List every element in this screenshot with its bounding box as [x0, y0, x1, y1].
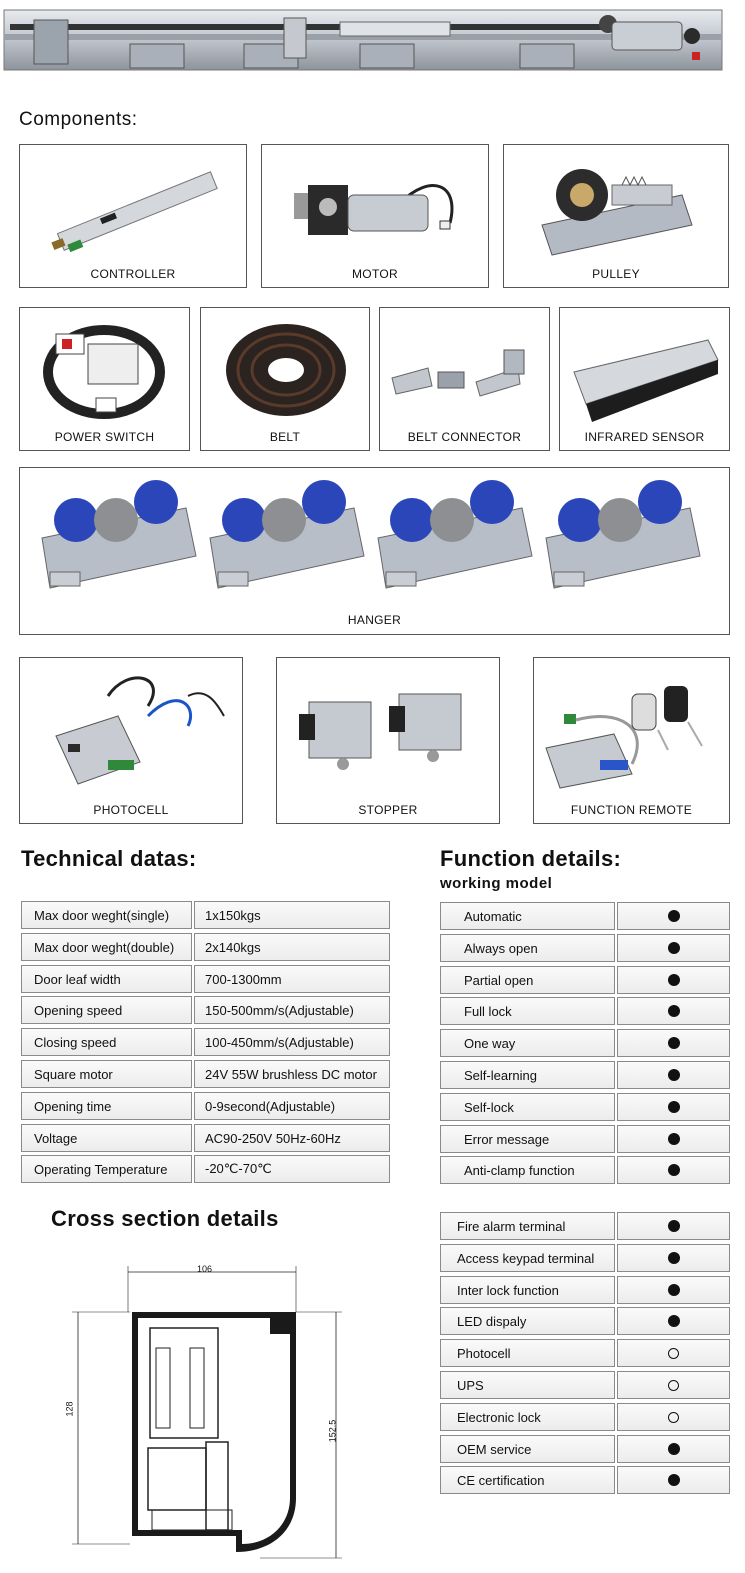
- dim-width-label: 106: [197, 1264, 213, 1274]
- component-card-stopper: [276, 657, 500, 824]
- function-name-cell: Inter lock function: [440, 1276, 615, 1304]
- function-support-cell: [617, 1339, 730, 1367]
- function-support-cell: [617, 1029, 730, 1057]
- stopper-image: [295, 684, 485, 784]
- component-label: CONTROLLER: [90, 267, 176, 281]
- component-card-motor: [261, 144, 489, 288]
- function-support-cell: [617, 1093, 730, 1121]
- function-remote-image: [540, 678, 725, 790]
- function-support-cell: [617, 1125, 730, 1153]
- spec-value-cell: 1x150kgs: [194, 901, 390, 929]
- spec-name-cell: Square motor: [21, 1060, 192, 1088]
- function-name-cell: Always open: [440, 934, 615, 962]
- function-name-cell: Access keypad terminal: [440, 1244, 615, 1272]
- function-support-cell: [617, 997, 730, 1025]
- function-name-cell: Electronic lock: [440, 1403, 615, 1431]
- optional-circle-icon: [668, 1348, 679, 1359]
- component-label: PHOTOCELL: [93, 803, 169, 817]
- spec-name-cell: Closing speed: [21, 1028, 192, 1056]
- component-card-hanger: [19, 467, 730, 635]
- spec-name-cell: Max door weght(single): [21, 901, 192, 929]
- belt-image: [216, 316, 356, 426]
- function-support-cell: [617, 902, 730, 930]
- function-name-cell: Self-learning: [440, 1061, 615, 1089]
- pulley-image: [532, 155, 702, 265]
- spec-value-cell: 700-1300mm: [194, 965, 390, 993]
- spec-value-cell: 0-9second(Adjustable): [194, 1092, 390, 1120]
- function-name-cell: Partial open: [440, 966, 615, 994]
- spec-name-cell: Max door weght(double): [21, 933, 192, 961]
- belt-connector-image: [388, 338, 544, 408]
- spec-name-cell: Opening time: [21, 1092, 192, 1120]
- spec-name-cell: Operating Temperature: [21, 1155, 192, 1183]
- component-label: POWER SWITCH: [54, 430, 155, 444]
- function-name-cell: Photocell: [440, 1339, 615, 1367]
- component-card-infrared-sensor: [559, 307, 730, 451]
- supported-dot-icon: [668, 1315, 680, 1327]
- controller-image: [40, 167, 230, 257]
- component-label: INFRARED SENSOR: [584, 430, 705, 444]
- component-card-belt-connector: [379, 307, 550, 451]
- function-title: Function details:: [440, 846, 622, 871]
- spec-value-cell: 2x140kgs: [194, 933, 390, 961]
- function-support-cell: [617, 1276, 730, 1304]
- component-label: BELT CONNECTOR: [407, 430, 522, 444]
- hanger-image: [36, 478, 716, 603]
- function-support-cell: [617, 1156, 730, 1184]
- function-support-cell: [617, 1061, 730, 1089]
- dim-height-left-label: 128: [64, 1401, 75, 1417]
- component-card-controller: [19, 144, 247, 288]
- spec-value-cell: -20℃-70℃: [194, 1155, 390, 1183]
- function-name-cell: Full lock: [440, 997, 615, 1025]
- function-support-cell: [617, 1371, 730, 1399]
- function-name-cell: One way: [440, 1029, 615, 1057]
- function-name-cell: Anti-clamp function: [440, 1156, 615, 1184]
- technical-title: Technical datas:: [21, 846, 197, 871]
- dim-height-right-label: 152.5: [327, 1419, 338, 1443]
- function-name-cell: UPS: [440, 1371, 615, 1399]
- component-card-function-remote: [533, 657, 730, 824]
- optional-circle-icon: [668, 1412, 679, 1423]
- power-switch-image: [38, 314, 174, 424]
- component-card-power-switch: [19, 307, 190, 451]
- function-name-cell: Self-lock: [440, 1093, 615, 1121]
- function-support-cell: [617, 1244, 730, 1272]
- cross-section-drawing: [60, 1262, 360, 1562]
- supported-dot-icon: [668, 974, 680, 986]
- supported-dot-icon: [668, 1069, 680, 1081]
- supported-dot-icon: [668, 1164, 680, 1176]
- supported-dot-icon: [668, 1252, 680, 1264]
- component-label: BELT: [269, 430, 301, 444]
- component-label: STOPPER: [358, 803, 418, 817]
- function-support-cell: [617, 1435, 730, 1463]
- spec-value-cell: 24V 55W brushless DC motor: [194, 1060, 390, 1088]
- component-label: PULLEY: [592, 267, 640, 281]
- function-name-cell: Fire alarm terminal: [440, 1212, 615, 1240]
- function-support-cell: [617, 966, 730, 994]
- spec-value-cell: AC90-250V 50Hz-60Hz: [194, 1124, 390, 1152]
- spec-name-cell: Voltage: [21, 1124, 192, 1152]
- function-support-cell: [617, 1466, 730, 1494]
- motor-image: [290, 163, 460, 263]
- spec-name-cell: Door leaf width: [21, 965, 192, 993]
- function-name-cell: Automatic: [440, 902, 615, 930]
- function-support-cell: [617, 1403, 730, 1431]
- component-label: MOTOR: [352, 267, 398, 281]
- supported-dot-icon: [668, 1443, 680, 1455]
- supported-dot-icon: [668, 1037, 680, 1049]
- spec-value-cell: 150-500mm/s(Adjustable): [194, 996, 390, 1024]
- supported-dot-icon: [668, 1284, 680, 1296]
- spec-value-cell: 100-450mm/s(Adjustable): [194, 1028, 390, 1056]
- component-card-belt: [200, 307, 370, 451]
- supported-dot-icon: [668, 1101, 680, 1113]
- function-support-cell: [617, 1307, 730, 1335]
- operator-hero-image: [0, 0, 745, 84]
- function-name-cell: Error message: [440, 1125, 615, 1153]
- components-title: Components:: [19, 109, 138, 130]
- component-label: FUNCTION REMOTE: [570, 803, 693, 817]
- function-name-cell: LED dispaly: [440, 1307, 615, 1335]
- component-label: HANGER: [347, 613, 402, 627]
- optional-circle-icon: [668, 1380, 679, 1391]
- function-name-cell: OEM service: [440, 1435, 615, 1463]
- component-card-photocell: [19, 657, 243, 824]
- supported-dot-icon: [668, 1005, 680, 1017]
- function-name-cell: CE certification: [440, 1466, 615, 1494]
- cross-section-title: Cross section details: [51, 1206, 279, 1231]
- function-subtitle: working model: [440, 875, 553, 892]
- supported-dot-icon: [668, 942, 680, 954]
- infrared-sensor-image: [568, 332, 724, 422]
- supported-dot-icon: [668, 1474, 680, 1486]
- spec-name-cell: Opening speed: [21, 996, 192, 1024]
- component-card-pulley: [503, 144, 729, 288]
- function-support-cell: [617, 1212, 730, 1240]
- supported-dot-icon: [668, 1133, 680, 1145]
- photocell-image: [48, 666, 228, 794]
- function-support-cell: [617, 934, 730, 962]
- supported-dot-icon: [668, 910, 680, 922]
- supported-dot-icon: [668, 1220, 680, 1232]
